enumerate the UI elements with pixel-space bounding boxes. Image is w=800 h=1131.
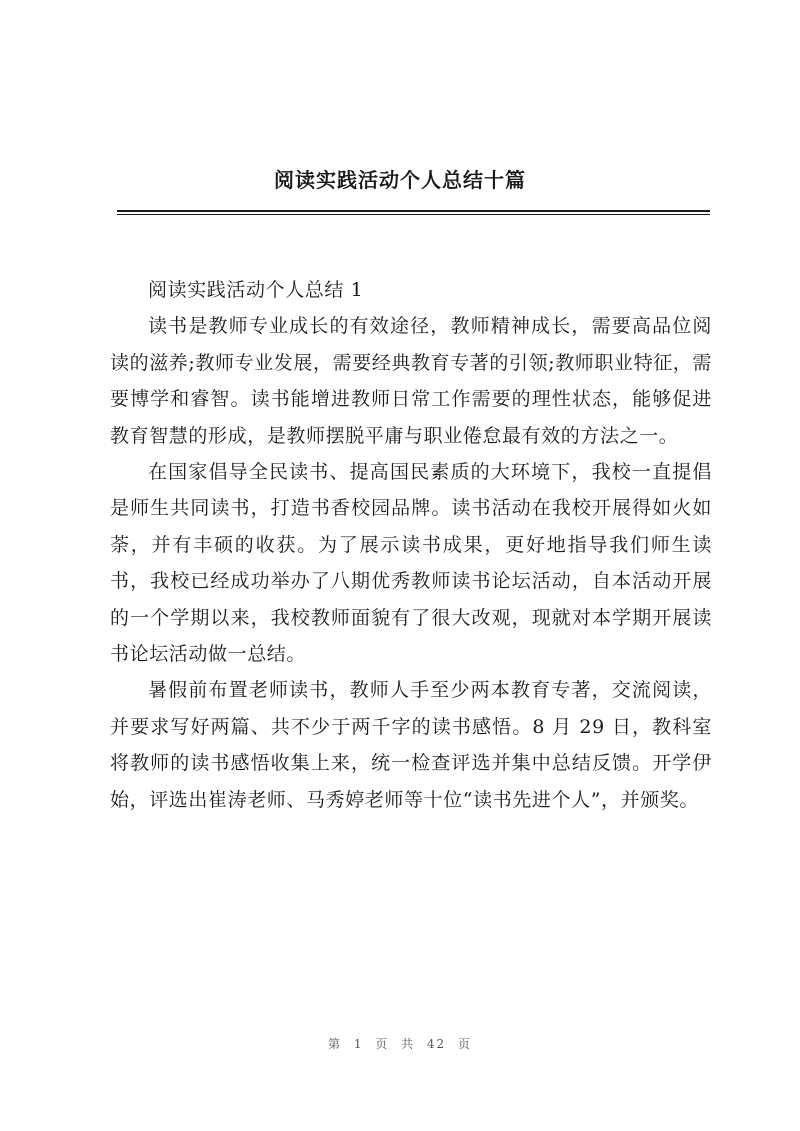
paragraph-3: 暑假前布置老师读书，教师人手至少两本教育专著，交流阅读，并要求写好两篇、共不少于两千字的读书感悟。8 月 29 日，教科室将教师的读书感悟收集上来，统一检查评选并集中总结反馈。开学伊始，评选出崔涛老师、马秀婷老师等十位“读书先进个人”，并颁奖。 <box>110 679 712 811</box>
title-divider-thin <box>117 214 710 215</box>
paragraph-2: 在国家倡导全民读书、提高国民素质的大环境下，我校一直提倡是师生共同读书，打造书香校园品牌。读书活动在我校开展得如火如荼，并有丰硕的收获。为了展示读书成果，更好地指导我们师生读书，我校已经成功举办了八期优秀教师读书论坛活动，自本活动开展的一个学期以来，我校教师面貌有了很大改观，现就对本学期开展读书论坛活动做一总结。 <box>110 461 712 666</box>
page-footer: 第 1 页 共 42 页 <box>328 1037 472 1051</box>
paragraph-1: 读书是教师专业成长的有效途径，教师精神成长，需要高品位阅读的滋养;教师专业发展，需要经典教育专著的引领;教师职业特征，需要博学和睿智。读书能增进教师日常工作需要的理性状态，能够促进教育智慧的形成，是教师摆脱平庸与职业倦怠最有效的方法之一。 <box>110 315 713 447</box>
title-divider <box>117 210 710 212</box>
document-body <box>110 272 712 818</box>
section-heading: 阅读实践活动个人总结 1 <box>148 279 364 301</box>
document-title: 阅读实践活动个人总结十篇 <box>274 168 526 192</box>
